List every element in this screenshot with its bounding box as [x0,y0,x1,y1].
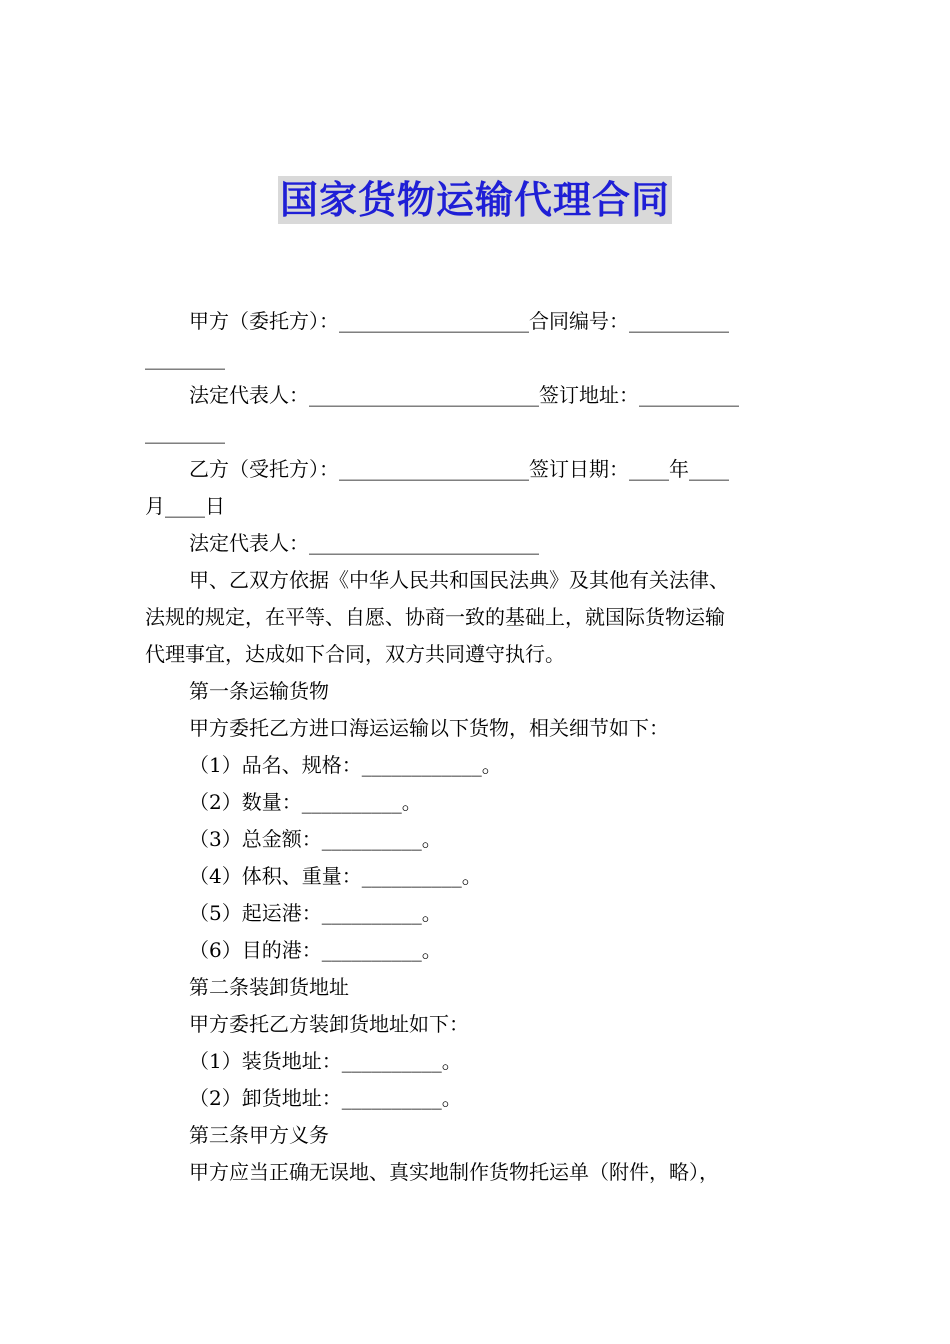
paragraph-heading [145,969,807,1006]
paragraph-line: ________ [145,420,225,444]
paragraph-line: 月____日 [145,494,225,518]
paragraph-text [145,562,807,673]
paragraph-item [145,858,807,895]
paragraph-line: 甲方委托乙方装卸货地址如下： [189,1012,469,1036]
paragraph-line: 第二条装卸货地址 [189,975,349,999]
paragraph-line: 甲方应当正确无误地、真实地制作货物托运单（附件，略）， [189,1160,719,1184]
paragraph-line: （3）总金额：__________。 [189,827,442,851]
paragraph-line: 第一条运输货物 [189,679,329,703]
paragraph-text [145,1006,807,1043]
paragraph-item [145,1043,807,1080]
paragraph-text [145,710,807,747]
paragraph-line: 甲、乙双方依据《中华人民共和国民法典》及其他有关法律、 [189,568,729,592]
paragraph-heading [145,1117,807,1154]
paragraph-text [145,1154,807,1191]
paragraph-line: 乙方（受托方）：___________________签订日期：____年____ [189,457,729,481]
paragraph-line: 甲方（委托方）：___________________合同编号：__________ [189,309,729,333]
paragraph-item [145,932,807,969]
paragraph-line: （6）目的港：__________。 [189,938,442,962]
paragraph-line: （5）起运港：__________。 [189,901,442,925]
paragraph-item [145,895,807,932]
paragraph-line: （2）数量：__________。 [189,790,422,814]
paragraph-line: 代理事宜，达成如下合同，双方共同遵守执行。 [145,642,565,666]
paragraph-item [145,747,807,784]
paragraph-line: 法定代表人：_______________________签订地址：__________ [189,383,739,407]
paragraph-line: （1）品名、规格：____________。 [189,753,502,777]
paragraph-line: 法定代表人：_______________________ [189,531,539,555]
title-wrap [0,176,950,224]
paragraph-line: 甲方委托乙方进口海运运输以下货物，相关细节如下： [189,716,669,740]
paragraph-field [145,525,807,562]
paragraph-item [145,784,807,821]
paragraph-line: 法规的规定，在平等、自愿、协商一致的基础上，就国际货物运输 [145,605,725,629]
document-body [145,303,807,1191]
paragraph-field [145,303,807,377]
paragraph-field [145,451,807,525]
paragraph-line: 第三条甲方义务 [189,1123,329,1147]
paragraph-item [145,1080,807,1117]
paragraph-line: ________ [145,346,225,370]
document-title: 国家货物运输代理合同 [279,178,670,222]
paragraph-heading [145,673,807,710]
paragraph-line: （4）体积、重量：__________。 [189,864,482,888]
paragraph-item [145,821,807,858]
paragraph-field [145,377,807,451]
paragraph-line: （2）卸货地址：__________。 [189,1086,462,1110]
paragraph-line: （1）装货地址：__________。 [189,1049,462,1073]
